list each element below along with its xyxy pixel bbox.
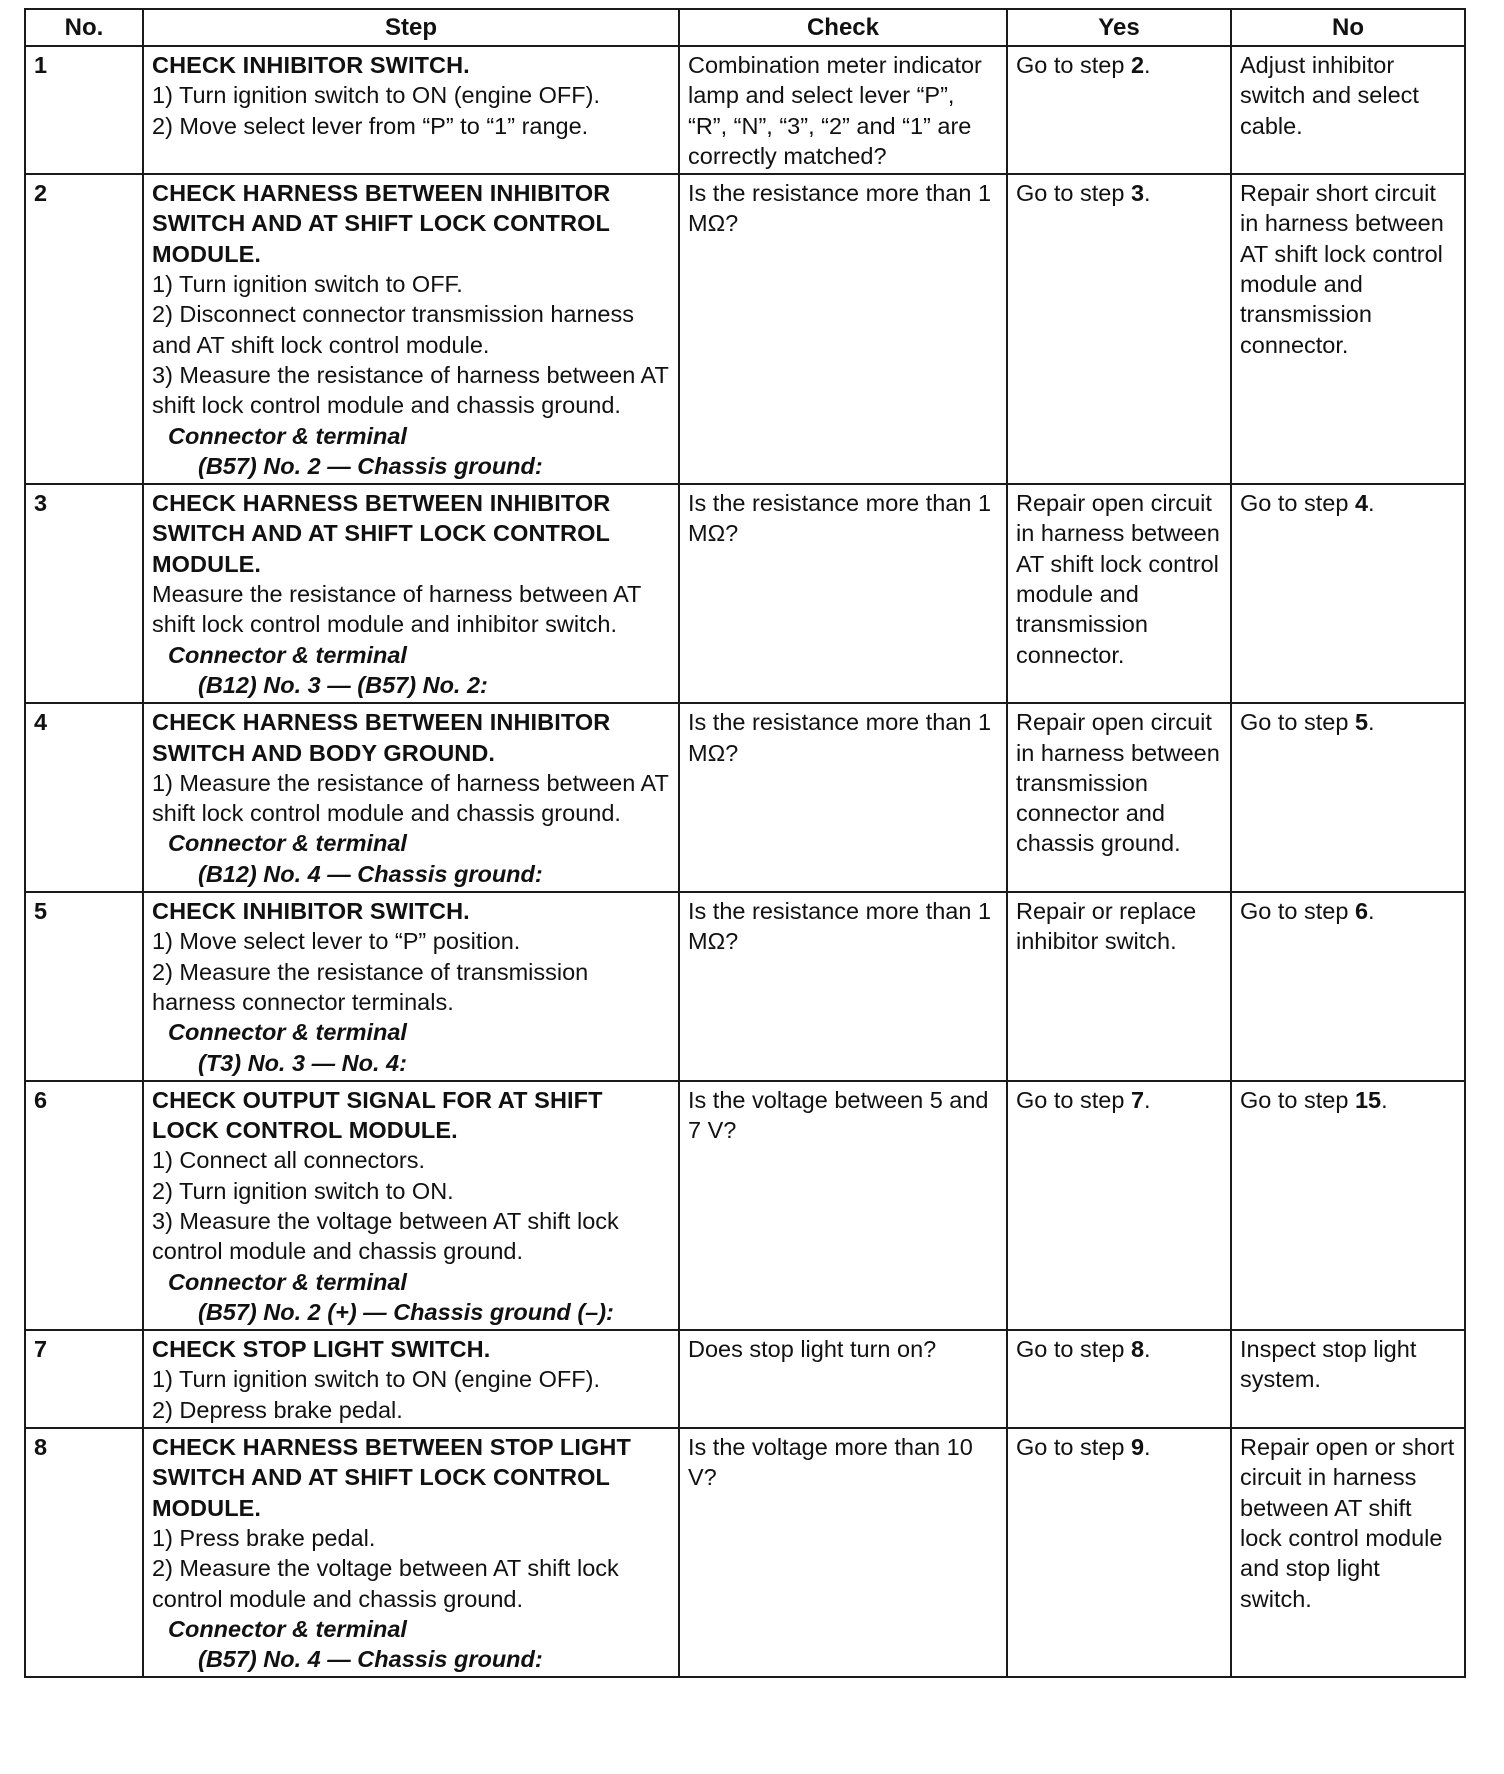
- no-result-text: Repair open or short circuit in harness between AT shift lock control module and stop light switch.: [1240, 1434, 1455, 1612]
- step-cell: [143, 1330, 679, 1428]
- yes-result-cell: Go to step 8.: [1007, 1330, 1231, 1428]
- header-no: No.: [25, 9, 143, 46]
- step-number: 6: [25, 1081, 143, 1330]
- connector-label: Connector & terminal: [168, 641, 407, 668]
- step-number: 1: [25, 46, 143, 174]
- check-cell: Is the resistance more than 1 MΩ?: [679, 703, 1007, 892]
- step-title: CHECK INHIBITOR SWITCH.: [152, 52, 470, 78]
- yes-result-cell: [1007, 484, 1231, 703]
- no-result-cell: [1231, 1330, 1465, 1428]
- check-cell: Is the resistance more than 1 MΩ?: [679, 174, 1007, 484]
- step-instruction: 2) Measure the voltage between AT shift lock control module and chassis ground.: [152, 1555, 619, 1612]
- no-result-step-number: 15: [1354, 1086, 1382, 1113]
- no-result-text: Go to step: [1240, 1086, 1349, 1113]
- yes-result-text: Repair or replace inhibitor switch.: [1016, 898, 1197, 955]
- table-row: [25, 1081, 1465, 1330]
- step-instruction: 1) Turn ignition switch to ON (engine OFF).: [152, 1366, 600, 1393]
- step-title: CHECK HARNESS BETWEEN INHIBITOR SWITCH AND BODY GROUND.: [152, 709, 611, 766]
- yes-result-text: Go to step: [1016, 1086, 1125, 1113]
- yes-result-step-number: 9: [1130, 1434, 1145, 1461]
- check-cell: Is the voltage more than 10 V?: [679, 1428, 1007, 1677]
- yes-result-text: Repair open circuit in harness between AT shift lock control module and transmission connector.: [1016, 490, 1220, 668]
- yes-result-text: Go to step: [1016, 180, 1125, 207]
- table-row: [25, 484, 1465, 703]
- yes-result-step-number: 8: [1130, 1336, 1145, 1363]
- header-yes: Yes: [1007, 9, 1231, 46]
- no-result-cell: Go to step 5.: [1231, 703, 1465, 892]
- yes-result-cell: [1007, 892, 1231, 1081]
- check-cell: Combination meter indicator lamp and select lever “P”, “R”, “N”, “3”, “2” and “1” are correctly matched?: [679, 46, 1007, 174]
- no-result-text: Go to step: [1240, 898, 1349, 925]
- step-cell: [143, 703, 679, 892]
- connector-terminal: (B57) No. 2 — Chassis ground:: [198, 452, 543, 479]
- step-instruction: 1) Measure the resistance of harness between AT shift lock control module and chassis ground.: [152, 769, 669, 827]
- diagnostic-procedure-sheet: [24, 8, 1464, 1678]
- step-title: CHECK HARNESS BETWEEN INHIBITOR SWITCH AND AT SHIFT LOCK CONTROL MODULE.: [152, 490, 611, 577]
- no-result-text: Repair short circuit in harness between AT shift lock control module and transmission connector.: [1240, 180, 1444, 358]
- connector-label: Connector & terminal: [168, 1268, 407, 1295]
- table-row: [25, 703, 1465, 892]
- header-row: [25, 9, 1465, 46]
- connector-label: Connector & terminal: [168, 1019, 407, 1046]
- yes-result-step-number: 3: [1130, 180, 1145, 207]
- step-number: 7: [25, 1330, 143, 1428]
- check-cell: Is the resistance more than 1 MΩ?: [679, 484, 1007, 703]
- step-cell: [143, 1428, 679, 1677]
- yes-result-cell: Go to step 2.: [1007, 46, 1231, 174]
- step-cell: [143, 1081, 679, 1330]
- table-row: [25, 892, 1465, 1081]
- step-instruction: 2) Turn ignition switch to ON.: [152, 1177, 454, 1204]
- step-number: 3: [25, 484, 143, 703]
- yes-result-cell: [1007, 703, 1231, 892]
- step-instruction: 2) Measure the resistance of transmission harness connector terminals.: [152, 958, 589, 1015]
- connector-label: Connector & terminal: [168, 422, 407, 449]
- check-cell: Does stop light turn on?: [679, 1330, 1007, 1428]
- yes-result-text: Go to step: [1016, 1336, 1125, 1363]
- step-instruction: 1) Connect all connectors.: [152, 1147, 426, 1174]
- step-cell: [143, 484, 679, 703]
- connector-terminal: (B57) No. 4 — Chassis ground:: [198, 1646, 543, 1673]
- table-row: [25, 174, 1465, 484]
- no-result-text: Go to step: [1240, 490, 1349, 517]
- step-number: 4: [25, 703, 143, 892]
- yes-result-text: Repair open circuit in harness between transmission connector and chassis ground.: [1016, 709, 1220, 857]
- step-cell: [143, 174, 679, 484]
- no-result-cell: Go to step 4.: [1231, 484, 1465, 703]
- step-number: 8: [25, 1428, 143, 1677]
- step-title: CHECK STOP LIGHT SWITCH.: [152, 1336, 491, 1363]
- step-instruction: 2) Disconnect connector transmission harness and AT shift lock control module.: [152, 301, 634, 358]
- step-title: CHECK OUTPUT SIGNAL FOR AT SHIFT LOCK CONTROL MODULE.: [152, 1086, 603, 1144]
- step-cell: [143, 46, 679, 174]
- step-instruction: 2) Move select lever from “P” to “1” range.: [152, 112, 589, 139]
- connector-label: Connector & terminal: [168, 830, 407, 857]
- step-instruction: 3) Measure the resistance of harness between AT shift lock control module and chassis ground.: [152, 361, 669, 419]
- header-step: Step: [143, 9, 679, 46]
- connector-terminal: (B12) No. 3 — (B57) No. 2:: [198, 671, 488, 698]
- no-result-step-number: 4: [1354, 490, 1369, 517]
- yes-result-step-number: 2: [1130, 52, 1145, 78]
- no-result-text: Go to step: [1240, 709, 1349, 736]
- step-cell: [143, 892, 679, 1081]
- no-result-cell: Go to step 6.: [1231, 892, 1465, 1081]
- table-body: [25, 46, 1465, 1677]
- connector-terminal: (B57) No. 2 (+) — Chassis ground (–):: [198, 1298, 614, 1325]
- step-instruction: 1) Turn ignition switch to OFF.: [152, 271, 463, 298]
- yes-result-cell: Go to step 7.: [1007, 1081, 1231, 1330]
- yes-result-cell: Go to step 3.: [1007, 174, 1231, 484]
- diagnostic-table: [24, 8, 1466, 1678]
- check-cell: Is the voltage between 5 and 7 V?: [679, 1081, 1007, 1330]
- step-instruction: 2) Depress brake pedal.: [152, 1396, 403, 1423]
- header-no-result: No: [1231, 9, 1465, 46]
- connector-label: Connector & terminal: [168, 1615, 407, 1642]
- no-result-text: Adjust inhibitor switch and select cable.: [1240, 52, 1419, 139]
- no-result-cell: [1231, 174, 1465, 484]
- no-result-cell: [1231, 1428, 1465, 1677]
- no-result-text: Inspect stop light system.: [1240, 1336, 1417, 1393]
- yes-result-text: Go to step: [1016, 52, 1125, 78]
- step-title: CHECK HARNESS BETWEEN STOP LIGHT SWITCH AND AT SHIFT LOCK CONTROL MODULE.: [152, 1434, 631, 1521]
- step-number: 2: [25, 174, 143, 484]
- table-row: [25, 46, 1465, 174]
- table-row: [25, 1428, 1465, 1677]
- check-cell: Is the resistance more than 1 MΩ?: [679, 892, 1007, 1081]
- connector-terminal: (T3) No. 3 — No. 4:: [198, 1049, 407, 1076]
- header-check: Check: [679, 9, 1007, 46]
- no-result-step-number: 6: [1354, 898, 1369, 925]
- no-result-step-number: 5: [1354, 709, 1369, 736]
- step-instruction: 1) Move select lever to “P” position.: [152, 928, 521, 955]
- yes-result-text: Go to step: [1016, 1434, 1125, 1461]
- step-instruction: 3) Measure the voltage between AT shift lock control module and chassis ground.: [152, 1207, 619, 1265]
- yes-result-cell: Go to step 9.: [1007, 1428, 1231, 1677]
- step-instruction: 1) Press brake pedal.: [152, 1524, 376, 1551]
- step-instruction: 1) Turn ignition switch to ON (engine OFF).: [152, 82, 600, 109]
- step-title: CHECK HARNESS BETWEEN INHIBITOR SWITCH AND AT SHIFT LOCK CONTROL MODULE.: [152, 180, 611, 267]
- yes-result-step-number: 7: [1130, 1086, 1145, 1113]
- table-row: [25, 1330, 1465, 1428]
- connector-terminal: (B12) No. 4 — Chassis ground:: [198, 860, 543, 887]
- no-result-cell: Go to step 15.: [1231, 1081, 1465, 1330]
- no-result-cell: [1231, 46, 1465, 174]
- step-instruction: Measure the resistance of harness between AT shift lock control module and inhibitor switch.: [152, 581, 641, 638]
- step-number: 5: [25, 892, 143, 1081]
- step-title: CHECK INHIBITOR SWITCH.: [152, 898, 470, 925]
